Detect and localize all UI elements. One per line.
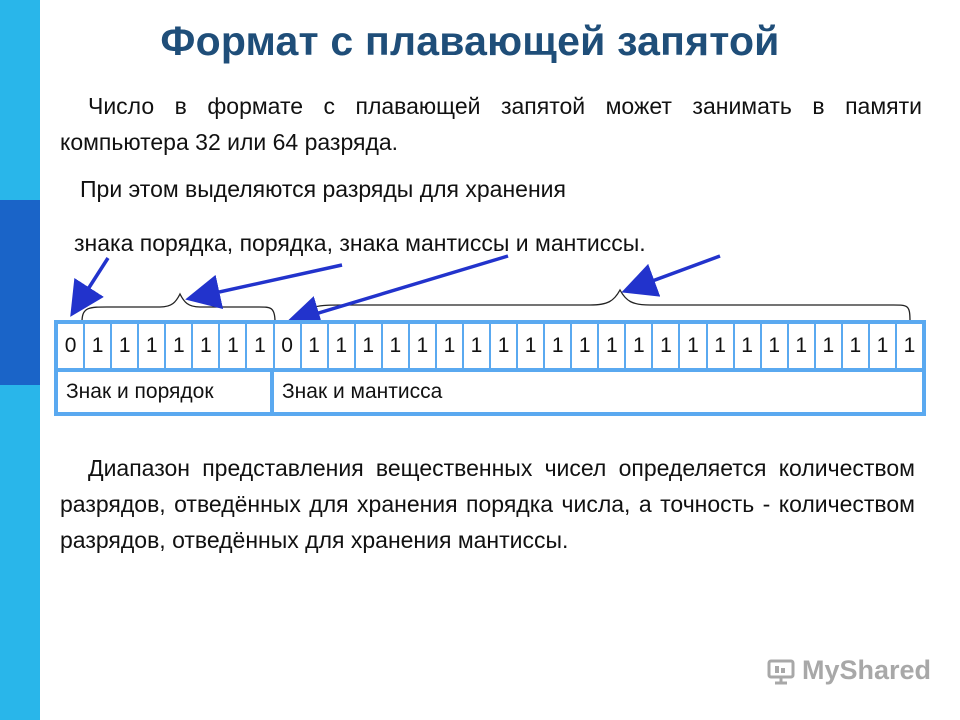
bit-cell: 1 bbox=[247, 324, 272, 368]
bit-cell: 1 bbox=[518, 324, 543, 368]
bit-cell: 1 bbox=[789, 324, 814, 368]
bit-cell: 1 bbox=[329, 324, 354, 368]
bit-cell: 1 bbox=[708, 324, 733, 368]
range-text: Диапазон представления вещественных чисел определяется количеством разрядов, отведённых для хранения порядка числа, а точность - количеством разрядов, отведённых для хранения мантиссы. bbox=[60, 455, 915, 553]
bit-cell: 0 bbox=[275, 324, 300, 368]
watermark-text: MyShared bbox=[802, 655, 932, 685]
range-paragraph bbox=[60, 450, 915, 558]
bit-cell: 1 bbox=[220, 324, 245, 368]
bit-cell: 1 bbox=[112, 324, 137, 368]
side-accent bbox=[0, 200, 40, 385]
bit-table bbox=[54, 320, 926, 416]
bit-cell: 1 bbox=[626, 324, 651, 368]
bit-cell: 1 bbox=[735, 324, 760, 368]
arrow-exp-sign bbox=[74, 258, 108, 311]
bit-cell: 1 bbox=[464, 324, 489, 368]
mantissa-brace bbox=[304, 290, 910, 322]
labels-row bbox=[58, 372, 922, 412]
allocation-line: При этом выделяются разряды для хранения bbox=[80, 176, 566, 202]
bit-cell: 1 bbox=[897, 324, 922, 368]
bit-cell: 1 bbox=[410, 324, 435, 368]
bit-cell: 1 bbox=[302, 324, 327, 368]
arrow-man-sign bbox=[292, 256, 508, 321]
bit-cell: 1 bbox=[653, 324, 678, 368]
bit-cell: 1 bbox=[572, 324, 597, 368]
slide-title: Формат с плавающей запятой bbox=[160, 18, 780, 64]
arrow-exponent bbox=[192, 265, 342, 298]
bit-cell: 1 bbox=[437, 324, 462, 368]
label-mantissa: Знак и мантисса bbox=[274, 372, 922, 412]
bits-row bbox=[58, 324, 922, 368]
bit-cell: 1 bbox=[166, 324, 191, 368]
bit-cell: 1 bbox=[193, 324, 218, 368]
watermark bbox=[766, 655, 931, 686]
bit-cell: 1 bbox=[870, 324, 895, 368]
presentation-icon bbox=[766, 656, 796, 686]
bit-cell: 1 bbox=[816, 324, 841, 368]
bit-cell: 1 bbox=[680, 324, 705, 368]
bit-cell: 1 bbox=[491, 324, 516, 368]
bit-cell: 1 bbox=[139, 324, 164, 368]
bit-cell: 1 bbox=[762, 324, 787, 368]
bit-cell: 1 bbox=[383, 324, 408, 368]
arrow-mantissa bbox=[628, 256, 720, 290]
intro-text: Число в формате с плавающей запятой может занимать в памяти компьютера 32 или 64 разряда. bbox=[60, 93, 922, 155]
bit-cell: 1 bbox=[599, 324, 624, 368]
bit-cell: 1 bbox=[356, 324, 381, 368]
bit-cell: 1 bbox=[843, 324, 868, 368]
bit-cell: 1 bbox=[545, 324, 570, 368]
exponent-brace bbox=[82, 294, 275, 322]
bit-cell: 0 bbox=[58, 324, 83, 368]
bit-cell: 1 bbox=[85, 324, 110, 368]
intro-paragraph bbox=[60, 88, 922, 160]
label-exponent: Знак и порядок bbox=[58, 372, 270, 412]
fields-line: знака порядка, порядка, знака мантиссы и мантиссы. bbox=[74, 230, 646, 256]
